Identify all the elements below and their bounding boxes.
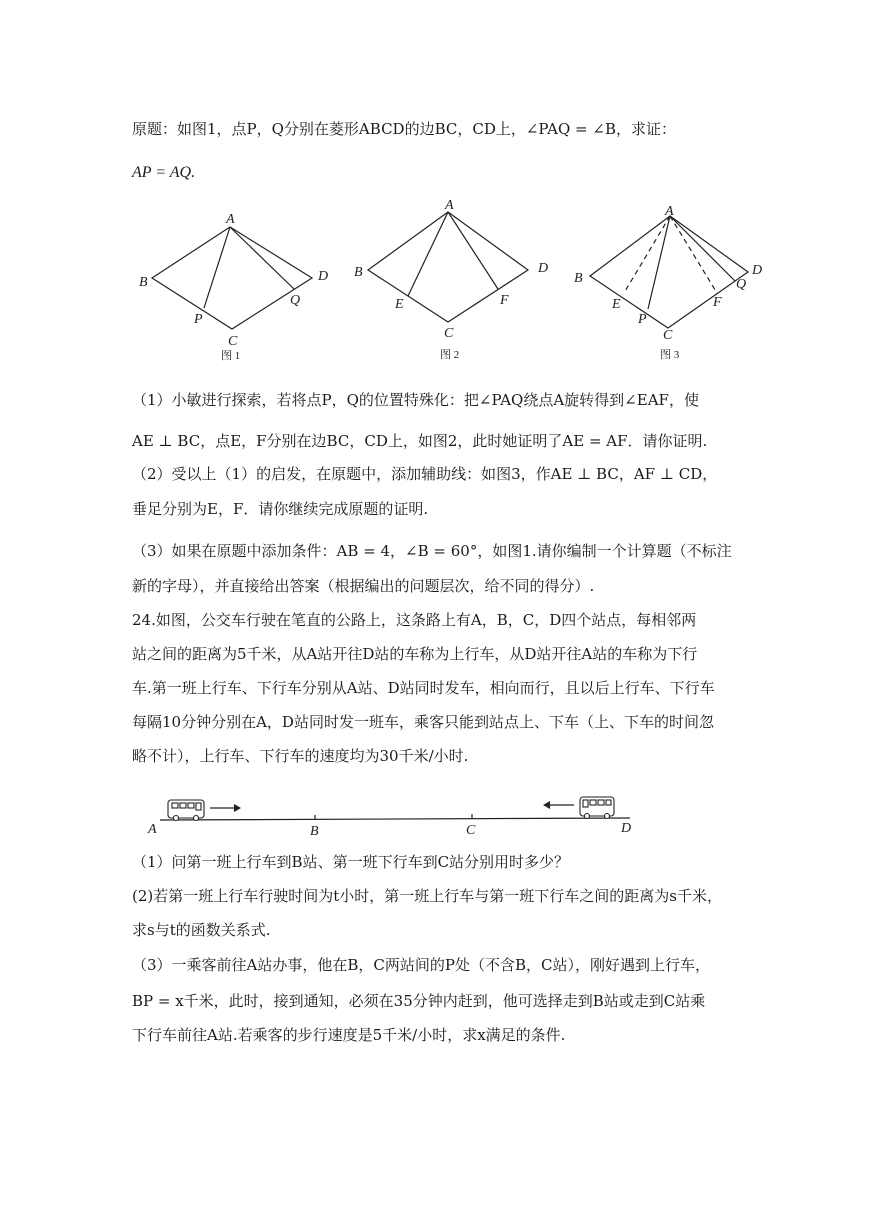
intro-line-2: AP = AQ. xyxy=(132,164,196,181)
fig3-label-B: B xyxy=(574,271,583,286)
q24-line-2: 站之间的距离为5千米，从A站开往D站的车称为上行车，从D站开往A站的车称为下行 xyxy=(132,645,698,663)
fig1-caption: 图 1 xyxy=(221,350,241,362)
bus-icon xyxy=(168,800,204,821)
fig3-label-F: F xyxy=(713,295,722,310)
part1-line-1: （1）小敏进行探索，若将点P，Q的位置特殊化：把∠PAQ绕点A旋转得到∠EAF，使 xyxy=(132,391,699,409)
part3-line-2: 新的字母），并直接给出答案（根据编出的问题层次，给不同的得分）. xyxy=(132,577,595,595)
road-label-B: B xyxy=(310,824,319,839)
fig3-label-D: D xyxy=(752,263,763,278)
fig1-label-C: C xyxy=(228,334,238,349)
q24-line-4: 每隔10分钟分别在A，D站同时发一班车，乘客只能到站点上、下车（上、下车的时间忽 xyxy=(132,713,714,731)
fig2-line-AF xyxy=(448,212,498,289)
q24-part2-line-1: (2)若第一班上行车行驶时间为t小时，第一班上行车与第一班下行车之间的距离为s千米， xyxy=(132,887,722,905)
intro-line-1: 原题：如图1，点P，Q分别在菱形ABCD的边BC，CD上，∠PAQ = ∠B，求证： xyxy=(132,120,676,138)
fig1-label-P: P xyxy=(194,312,203,327)
q24-part3-line-3: 下行车前往A站.若乘客的步行速度是5千米/小时，求x满足的条件. xyxy=(132,1026,566,1044)
fig2-label-C: C xyxy=(444,326,454,341)
fig2-label-A: A xyxy=(445,200,454,213)
fig1-label-A: A xyxy=(226,212,235,227)
fig3-line-AQ xyxy=(670,216,735,281)
fig3-label-P: P xyxy=(638,312,647,327)
part2-line-1: （2）受以上（1）的启发，在原题中，添加辅助线：如图3，作AE ⊥ BC，AF ⊥ CD， xyxy=(132,465,718,483)
q24-part2-line-2: 求s与t的函数关系式. xyxy=(132,921,271,939)
part2-line-2: 垂足分别为E，F．请你继续完成原题的证明. xyxy=(132,500,429,518)
road-diagram xyxy=(140,790,650,840)
fig2-caption: 图 2 xyxy=(440,349,460,361)
fig2-label-B: B xyxy=(354,265,363,280)
q24-line-1: 24.如图，公交车行驶在笔直的公路上，这条路上有A，B，C，D四个站点，每相邻两 xyxy=(132,611,697,629)
fig1-label-B: B xyxy=(139,275,148,290)
road-label-D: D xyxy=(621,821,632,836)
road-label-A: A xyxy=(148,822,157,837)
part1-line-2: AE ⊥ BC，点E，F分别在边BC，CD上，如图2，此时她证明了AE = AF．请你证明. xyxy=(132,432,708,450)
figures xyxy=(130,200,780,370)
part3-line-1: （3）如果在原题中添加条件：AB = 4，∠B = 60°，如图1.请你编制一个计算题（不标注 xyxy=(132,542,732,560)
fig2-label-F: F xyxy=(500,293,509,308)
fig3-caption: 图 3 xyxy=(660,349,680,361)
fig3-label-Q: Q xyxy=(736,277,747,292)
road-label-C: C xyxy=(466,823,476,838)
fig2-label-D: D xyxy=(538,261,549,276)
q24-line-5: 略不计），上行车、下行车的速度均为30千米/小时. xyxy=(132,747,469,765)
fig3-label-E: E xyxy=(612,297,621,312)
fig2-line-AE xyxy=(408,212,448,296)
arrow-right-icon xyxy=(210,804,241,812)
fig1-line-AQ xyxy=(230,227,294,289)
q24-part3-line-2: BP = x千米，此时，接到通知，必须在35分钟内赶到，他可选择走到B站或走到C站乘 xyxy=(132,992,706,1010)
q24-line-3: 车.第一班上行车、下行车分别从A站、D站同时发车，相向而行，且以后上行车、下行车 xyxy=(132,679,715,697)
fig1-line-AP xyxy=(204,227,230,308)
fig3-label-A: A xyxy=(665,204,674,219)
arrow-left-icon xyxy=(543,801,574,809)
q24-part1: （1）问第一班上行车到B站、第一班下行车到C站分别用时多少？ xyxy=(132,853,570,871)
fig3-line-AF xyxy=(670,216,717,293)
fig3-label-C: C xyxy=(663,328,673,343)
fig1-label-D: D xyxy=(318,269,329,284)
q24-part3-line-1: （3）一乘客前往A站办事，他在B，C两站间的P处（不含B，C站），刚好遇到上行车， xyxy=(132,956,710,974)
bus-icon xyxy=(580,797,614,819)
fig1-rhombus xyxy=(152,227,312,329)
fig1-label-Q: Q xyxy=(290,293,301,308)
fig3-line-AE xyxy=(624,216,670,293)
fig2-label-E: E xyxy=(395,297,404,312)
